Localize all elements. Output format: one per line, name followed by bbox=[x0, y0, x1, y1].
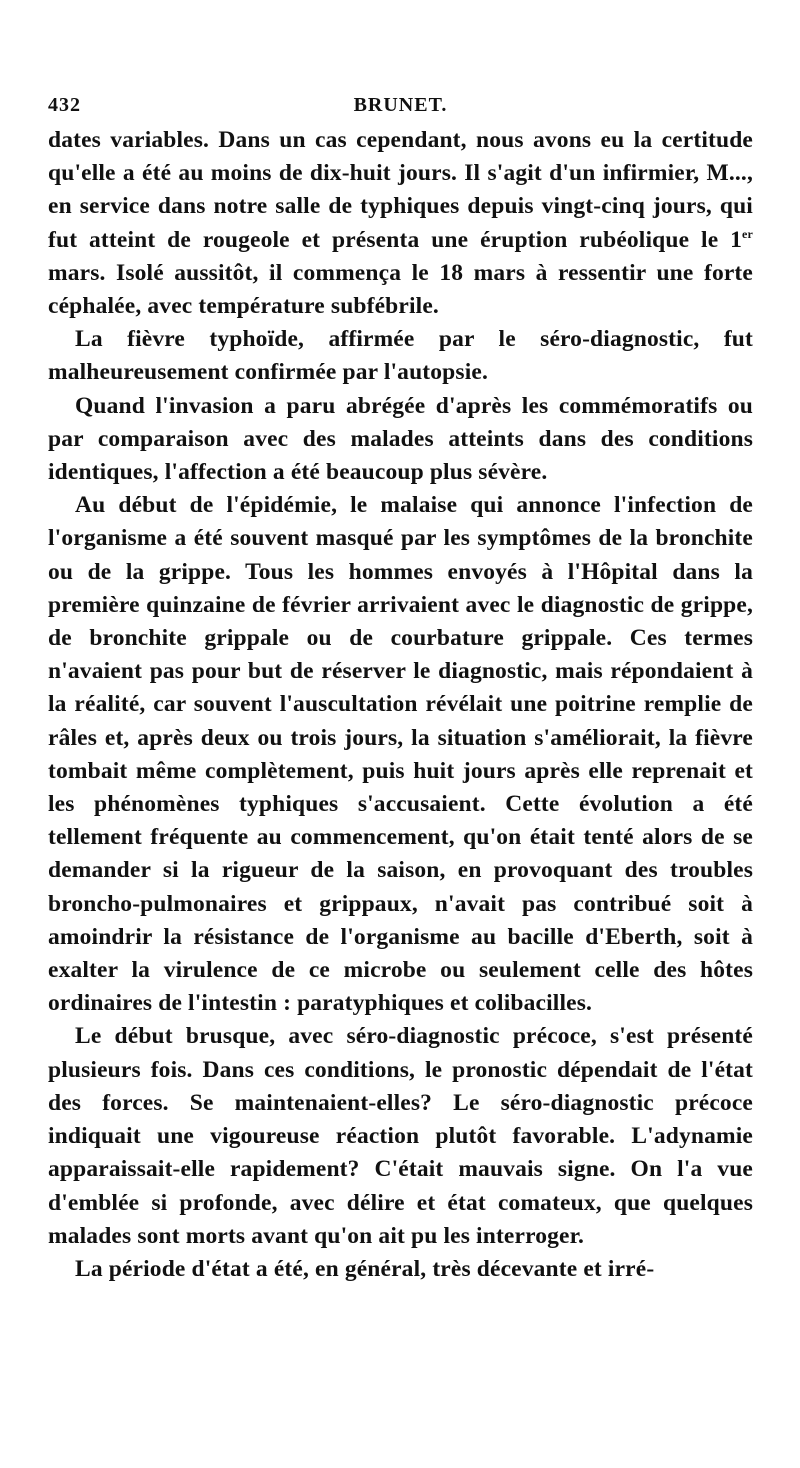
paragraph: La période d'état a été, en général, très décevante et irré- bbox=[75, 1255, 655, 1282]
paragraph: La fièvre typhoïde, affirmée par le séro-diagnostic, fut malheureusement confirmée par l'autopsie. bbox=[48, 326, 753, 386]
paragraph: dates variables. Dans un cas cependant, nous avons eu la certitude qu'elle a été au moins de dix-huit jours. Il s'agit d'un infirmier, M..., en service dans notre salle de typhiques depuis vingt-cinq jours, qui fut atteint de rougeole et présenta une éruption rubéolique le 1er mars. Isolé aussitôt, il commença le 18 mars à ressentir une forte céphalée, avec température subfébrile. bbox=[48, 127, 753, 320]
paragraph: Au début de l'épidémie, le malaise qui annonce l'infection de l'organisme a été souvent masqué par les symptômes de la bronchite ou de la grippe. Tous les hommes envoyés à l'Hôpital dans la première quinzaine de février arrivaient avec le diagnostic de grippe, de bronchite grippale ou de courbature grippale. Ces termes n'avaient pas pour but de réserver le diagnostic, mais répondaient à la réalité, car souvent l'auscultation révélait une poitrine remplie de râles et, après deux ou trois jours, la situation s'améliorait, la fièvre tombait même complètement, puis huit jours après elle reprenait et les phénomènes typhiques s'accusaient. Cette évolution a été tellement fréquente au commencement, qu'on était tenté alors de se demander si la rigueur de la saison, en provoquant des troubles broncho-pulmonaires et grippaux, n'avait pas contribué soit à amoindrir la résistance de l'organisme au bacille d'Eberth, soit à exalter la virulence de ce microbe ou seulement celle des hôtes ordinaires de l'intestin : paratyphiques et colibacilles. bbox=[48, 492, 753, 1017]
page-number: 432 bbox=[48, 94, 81, 116]
paragraph: Le début brusque, avec séro-diagnostic précoce, s'est présenté plusieurs fois. Dans ces conditions, le pronostic dépendait de l'état des forces. Se maintenaient-elles? Le séro-diagnostic précoce indiquait une vigoureuse réaction plutôt favorable. L'adynamie apparaissait-elle rapidement? C'était mauvais signe. On l'a vue d'emblée si profonde, avec délire et état comateux, que quelques malades sont morts avant qu'on ait pu les interroger. bbox=[48, 1023, 753, 1249]
running-head: BRUNET. bbox=[353, 94, 448, 116]
body-text bbox=[48, 124, 753, 1286]
book-page bbox=[48, 90, 753, 1286]
page-header bbox=[48, 90, 753, 124]
paragraph: Quand l'invasion a paru abrégée d'après les commémoratifs ou par comparaison avec des malades atteints dans des conditions identiques, l'affection a été beaucoup plus sévère. bbox=[48, 392, 753, 486]
